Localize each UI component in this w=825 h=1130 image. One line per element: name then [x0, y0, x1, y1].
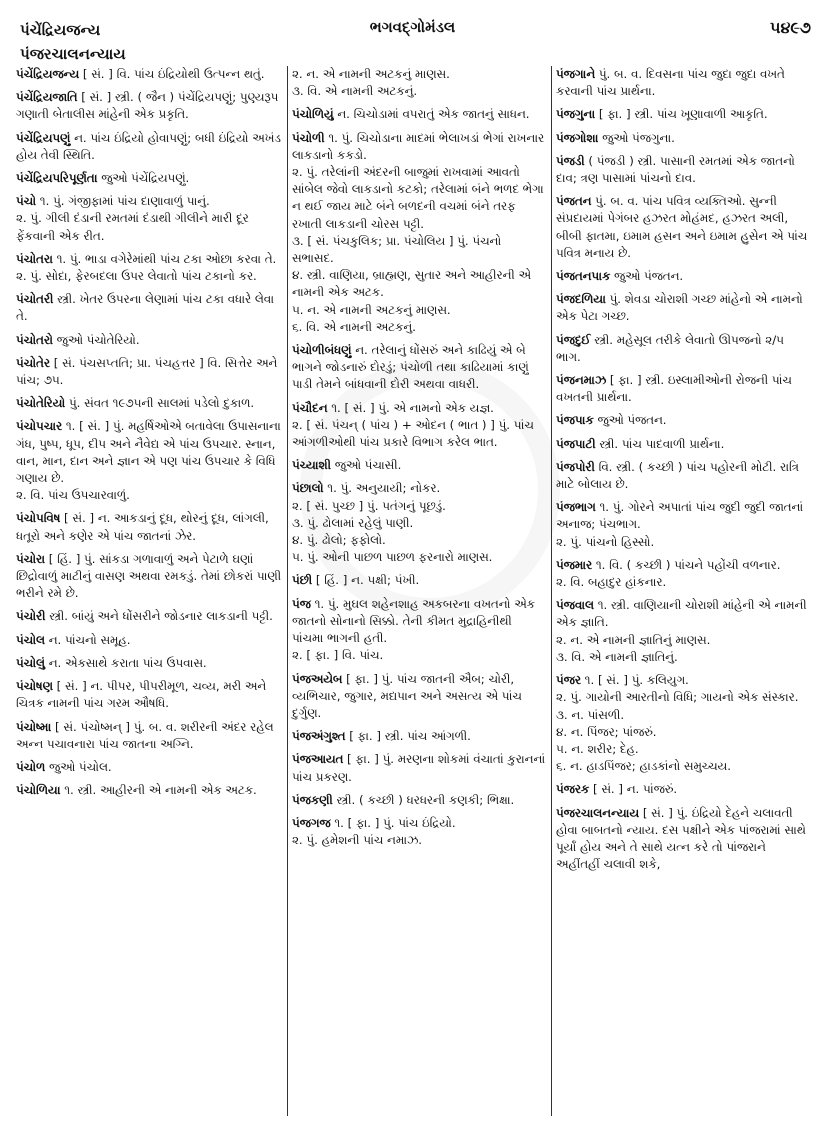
dictionary-entry [16, 510, 282, 544]
headword: પંચોલું [16, 655, 45, 670]
dictionary-entry [556, 106, 812, 123]
headword: પંજ [292, 596, 311, 611]
dictionary-entry [16, 89, 282, 123]
dictionary-entry [292, 751, 549, 785]
definition: [ સં. પંચોષ્મન્ ] પું. બ. વ. શરીરની અંદર રહેલ અન્ન પચાવનારા પાંચ જાતના અગ્નિ. [16, 719, 278, 751]
headword: પંચોળીબંધણું [292, 343, 352, 358]
dictionary-entry [292, 400, 546, 452]
definition: ૧. પું. મુઘલ શહેનશાહ અકબરના વખતનો એક જાતનો સોનાનો સિક્કો. તેની કીમત મુદ્રાહિનીથી પાંચમા ભાગની હતી. ૨. [ ફા. ] વિ. પાંચ. [292, 596, 536, 663]
dictionary-entry [16, 655, 282, 672]
headword: પંજભાગ [556, 500, 596, 515]
headword: પંચોલ [16, 632, 45, 647]
dictionary-entry [16, 782, 282, 799]
definition: પું. સંવત ૧૯૭૫ની સાલમાં પડેલો દુકાળ. [65, 396, 255, 411]
headword: પંચોપચાર [16, 419, 63, 434]
dictionary-entry [556, 412, 812, 429]
definition: ૧. પું. ગોરને અપાતાં પાંચ જુદી જુદી જાતનાં અનાજ; પંચભાગ. ૨. પું. પાંચનો હિસ્સો. [556, 500, 804, 549]
definition: [ સં. પંચસપ્તતિ; પ્રા. પંચહત્તર ] વિ. સિત્તેર અને પાંચ; ૭૫. [16, 355, 282, 388]
dictionary-entry [16, 395, 282, 412]
dictionary-entry [292, 66, 546, 100]
headword: પંજડી [556, 153, 585, 168]
headword: પંચોળી [292, 130, 325, 145]
dictionary-entry [556, 436, 812, 453]
dictionary-entry [556, 781, 812, 798]
dictionary-entry [556, 672, 812, 775]
dictionary-entry [292, 480, 546, 566]
dictionary-entry [292, 728, 546, 745]
dictionary-entry [556, 805, 812, 874]
definition: [ ફા. ] પું. મરણના શોકમાં વંચાતાં કુરાનનાં પાંચ પ્રકરણ. [292, 752, 549, 784]
headword: પંજગાને [556, 67, 596, 81]
column-2 [292, 66, 549, 1126]
definition: ન. તરેલાનું ધોંસરું અને કાઢિયું એ બે ભાગને જોડનારું દોરડું; પંચોળી તથા કાઢિયામાં કાણું પાડી તેમને બાંધવાની દોરી અથવા વાધરી. [292, 343, 533, 392]
dictionary-entry [16, 332, 282, 349]
page-number: ૫૪૯૭ [769, 18, 811, 37]
definition: [ ફા. ] સ્ત્રી. પાંચ આંગળી. [345, 729, 471, 744]
definition: ૧. સ્ત્રી. વાણિયાની ચોરાશી માંહેની એ નામની એક જ્ઞાતિ. ૨. ન. એ નામની જ્ઞાતિનું માણસ. ૩. વિ. એ નામની જ્ઞાતિનું. [556, 598, 807, 664]
headword: પંચોતેરિયો [16, 396, 66, 411]
dictionary-entry [292, 457, 546, 474]
headword: પંજગોશા [556, 130, 599, 145]
definition: વિ. સ્ત્રી. ( કચ્છી ) પાંચ પહોરની મોટી. રાત્રિ માટે બોલાય છે. [556, 459, 803, 492]
headword: પંજનમાઝ [556, 373, 607, 388]
definition: ૧. પું. ચિચોડાના માદમાં ભેલાખડાં ભેગાં રાખનાર લાકડાનો કકડો. ૨. પું. તરેલાંની અંદરની બાજુમાં રાખવામાં આવતો સાંબેલ જેવો લાકડાનો કટકો; તરેલામાં બંને ભળદ ભેગા ન થઈ જાય માટે બંને બળદની વચમાં બંને તરફ રખાતી લાકડાની ચોરસ પટ્ટી. ૩. [ સં. પંચકુલિક; પ્રા. પંચોલિય ] પું. પંચનો સભાસદ. ૪. સ્ત્રી. વાણિયા, બ્રાહ્મણ, સુતાર અને આહીરની એ નામની એક અટક. ૫. ન. એ નામની અટકનું માણસ. ૬. વિ. એ નામની અટકનું. [292, 130, 545, 334]
definition: [ સં. ] ન. પાંજરું. [589, 782, 678, 797]
headword: પંજકણી [292, 792, 333, 807]
headword: પંચેંદ્રિયજાતિ [16, 90, 78, 105]
definition: ન. એકસાથે કરાતા પાંચ ઉપવાસ. [44, 655, 207, 670]
definition: [ સં. ] સ્ત્રી. ( જૈન ) પંચેંદ્રિયપણું; પુણ્યરૂપ ગણાતી બેતાલીસ માંહેની એક પ્રકૃતિ. [16, 90, 283, 122]
headword: પંચેંદ્રિયજન્ય [16, 67, 80, 81]
dictionary-entry [16, 66, 282, 83]
dictionary-columns [16, 66, 816, 1126]
definition: ૧. પું. અનુયાયી; નોકર. ૨. [ સં. પુચ્છ ] પું. પતંગનું પૂછડું. ૩. પું. ઢોલામાં રહેલું પાણી. ૪. પું. ઢોલો; ફફોલો. ૫. પું. ઓની પાછળ પાછળ ફરનારો માણસ. [292, 481, 493, 565]
headword: પંછાલો [292, 481, 324, 496]
definition: જુઓ પંજતન. [610, 269, 684, 284]
definition: જુઓ પંચાસી. [331, 458, 402, 473]
definition: ન. ચિચોડામાં વપરાતું એક જાતનું સાધન. [333, 107, 530, 122]
definition: ૧. સ્ત્રી. આહીરની એ નામની એક અટક. [60, 783, 257, 798]
definition: સ્ત્રી. પાંચ પાદવાળી પ્રાર્થના. [595, 436, 725, 451]
dictionary-entry [292, 596, 546, 665]
dictionary-entry [292, 106, 546, 123]
dictionary-entry [16, 170, 282, 187]
headword: પંજતન [556, 194, 592, 209]
guide-word-last: પંજરચાલનન્યાય [20, 45, 126, 63]
headword: પંચોપવિષ [16, 511, 61, 526]
dictionary-entry [556, 332, 812, 366]
headword: પંજવાલ [556, 598, 594, 613]
headword: પંજદુઈ [556, 332, 591, 347]
definition: પું. બ. વ. દિવસના પાંચ જુદા જુદા વખતે કરવાની પાંચ પ્રાર્થના. [556, 67, 789, 99]
definition: સ્ત્રી. ખેતર ઉપરના લેણામાં પાંચ ટકા વધારે લેવા તે. [16, 292, 278, 324]
column-3 [556, 66, 812, 1126]
headword: પંજદળિયા [556, 292, 606, 307]
dictionary-entry [556, 193, 812, 262]
dictionary-entry [292, 792, 546, 809]
dictionary-entry [16, 551, 285, 603]
headword: પંચેંદ્રિયપણું [16, 130, 71, 145]
definition: ૧. [ સં. ] પું. એ નામનો એક યજ્ઞ. ૨. [ સં. પંચન્ ( પાંચ ) + ઓદન ( ભાત ) ] પું. પાંચ આંગળીઓથી પાંચ પ્રકારે વિભાગ કરેલ ભાત. [292, 400, 534, 450]
headword: પંજર [556, 673, 581, 688]
definition: ન. પાંચનો સમૂહ. [44, 632, 131, 647]
definition: [ હિં. ] પું. સાંકડા ગળાવાળું અને પેટાળે ઘણાં છિદ્રોવાળું માટીનું વાસણ અથવા રમકડું. તેમાં છોકરાં પાણી ભરીને રમે છે. [16, 551, 285, 601]
definition: ૧. વિ. ( કચ્છી ) પાંચને પહોંચી વળનાર. ૨. વિ. બહાદુર હાંકનાર. [556, 557, 781, 590]
dictionary-entry [16, 759, 282, 776]
running-title: ભગવદ્ગોમંડલ [369, 18, 456, 36]
dictionary-entry [556, 268, 812, 285]
dictionary-entry [16, 193, 282, 245]
dictionary-entry [16, 355, 282, 389]
headword: પંજગુના [556, 107, 596, 122]
headword: પંચોળિયું [292, 107, 334, 122]
definition: જુઓ પંજગુના. [598, 130, 675, 145]
headword: પંજતનપાક [556, 269, 611, 284]
definition: ૧. [ ફા. ] પું. પાંચ ઇંદ્રિયો. ૨. પું. હમેશની પાંચ નમાઝ. [292, 815, 456, 848]
dictionary-entry [16, 130, 285, 164]
definition: [ સં. ] પું. ઇંદ્રિયો દેહને ચલાવતી હોવા બાબતનો ન્યાય. દસ પક્ષીને એક પાંજરામાં સાથે પૂર્યાં હોય અને તે સાથે યત્ન કરે તો પાંજરાને અહીંતહીં ચલાવી શકે, [556, 805, 810, 872]
headword: પંજઅયેબ [292, 671, 343, 686]
definition: ૧. [ સં. ] પું. મહર્ષિઓએ બતાવેલા ઉપાસનાના ગંધ, પુષ્પ, ધૂપ, દીપ અને નૈવેદ્ય એ પાંચ ઉપચાર. સ્નાન, વાન, માન, દાન અને જ્ઞાન એ પણ પાંચ ઉપચાર કે વિધિ ગણાય છે. ૨. વિ. પાંચ ઉપચારવાળું. [16, 419, 281, 503]
headword: પંજમાર [556, 557, 593, 572]
headword: પંચો [16, 194, 37, 209]
definition: સ્ત્રી. ( કચ્છી ) ધરધરની કણકી; ભિક્ષા. [332, 792, 515, 807]
definition: [ સં. ] વિ. પાંચ ઇંદ્રિયોથી ઉત્પન્ન થતું. [79, 67, 265, 81]
definition: પું. શેવડા ચોરાશી ગચ્છ માંહેનો એ નામનો એક પેટા ગચ્છ. [556, 292, 807, 324]
headword: પંચ્યાશી [292, 458, 332, 473]
dictionary-entry [16, 719, 282, 753]
dictionary-entry [292, 342, 546, 394]
definition: જુઓ પંચેંદ્રિયપણું. [97, 171, 190, 186]
headword: પંજરચાલનન્યાય [556, 805, 640, 820]
dictionary-entry [556, 597, 812, 666]
dictionary-entry [556, 291, 812, 325]
dictionary-entry [292, 572, 546, 589]
definition: [ હિં. ] ન. પક્ષી; પંખી. [312, 573, 420, 588]
definition: [ ફા. ] પું. પાંચ જાતની ઐબ; ચોરી, વ્યભિચાર, જુગાર, મદ્યપાન અને અસત્ય એ પાંચ દુર્ગુણ. [292, 671, 526, 720]
headword: પંચોષણ [16, 679, 53, 694]
headword: પંચેંદ્રિયપરિપૂર્ણતા [16, 171, 98, 186]
dictionary-entry [16, 418, 282, 504]
dictionary-entry [556, 459, 812, 493]
definition: સ્ત્રી. બાંયું અને ધોંસરીને જોડનાર લાકડાની પટ્ટી. [45, 609, 273, 624]
headword: પંજઅંગુશ્ત [292, 729, 346, 744]
headword: પંચોતરા [16, 251, 53, 266]
headword: પંચોળિયા [16, 783, 61, 798]
dictionary-entry [16, 678, 282, 712]
page-header [0, 0, 825, 70]
dictionary-entry [292, 130, 546, 336]
dictionary-entry [16, 632, 282, 649]
definition: [ સં. ] ન. આકડાનું દૂધ, થોરનું દૂધ, લાંગલી, ધતૂરો અને કણેર એ પાંચ જાતનાં ઝેર. [16, 511, 273, 543]
dictionary-entry [556, 66, 812, 100]
definition: ૨. ન. એ નામની અટકનું માણસ. ૩. વિ. એ નામની અટકનું. [292, 67, 450, 99]
headword: પંજપોરી [556, 459, 595, 474]
headword: પંજગજ [292, 815, 331, 830]
definition: ૧. [ સં. ] પું. કલિયુગ. ૨. પું. ગાયોની આરતીનો વિધિ; ગાયનો એક સંસ્કાર. ૩. ન. પાંસળી. ૪. ન. પિંજર; પાંજરું. ૫. ન. શરીર; દેહ. ૬. ન. હાડપિંજર; હાડકાંનો સમુચ્ચય. [556, 673, 799, 774]
headword: પંચોષ્મા [16, 719, 52, 734]
definition: સ્ત્રી. મહેસૂલ તરીકે લેવાતો ઊપજનો ૨/૫ ભાગ. [556, 332, 788, 364]
dictionary-entry [556, 557, 812, 591]
definition: જુઓ પંજતન. [593, 413, 667, 428]
headword: પંછી [292, 573, 313, 588]
definition: ૧. પું. ભાડા વગેરેમાંથી પાંચ ટકા ઓછા કરવા તે. ૨. પું. સોદા, ફેરબદલા ઉપર લેવાતો પાંચ ટકાનો કર. [16, 251, 277, 284]
headword: પંજપાક [556, 413, 594, 428]
definition: ( પંજડી ) સ્ત્રી. પાસાની રમતમાં એક જાતનો દાવ; ત્રણ પાસામાં પાંચનો દાવ. [556, 153, 799, 186]
definition: [ ફા. ] સ્ત્રી. ઇસ્લામીઓની રોજની પાંચ વખતની પ્રાર્થના. [556, 373, 796, 405]
headword: પંચોતરો [16, 332, 53, 347]
definition: [ ફા. ] સ્ત્રી. પાંચ ખૂણાવાળી આકૃતિ. [595, 107, 768, 122]
headword: પંચોતરી [16, 292, 54, 307]
headword: પંજઆયત [292, 752, 344, 767]
dictionary-entry [556, 499, 812, 551]
column-1 [16, 66, 285, 1126]
definition: જુઓ પંચોતેરિયો. [52, 332, 140, 347]
headword: પંચૌદન [292, 400, 328, 415]
headword: પંચોળ [16, 759, 46, 774]
definition: ૧. પું. ગંજીફામાં પાંચ દાણાવાળું પાનું. ૨. પું. ગીલી દંડાની રમતમાં દંડાથી ગીલીને મારી દૂર ફેંકવાની એક રીત. [16, 194, 249, 243]
dictionary-entry [16, 608, 282, 625]
definition: [ સં. ] ન. પીપર, પીપરીમૂળ, ચવ્ય, મરી અને ચિત્રક નામની પાંચ ગરમ ઔષધિ. [16, 679, 270, 711]
dictionary-entry [16, 291, 282, 325]
definition: પું. બ. વ. પાંચ પવિત્ર વ્યક્તિઓ. સુન્ની સંપ્રદાયમાં પેગંબર હઝરત મોહંમદ, હઝરત અલી, બીબી ફાતમા, ઇમામ હસન અને ઇમામ હુસેન એ પાંચ પવિત્ર મનાય છે. [556, 194, 811, 260]
definition: ન. પાંચ ઇંદ્રિયો હોવાપણું; બધી ઇંદ્રિયો અખંડ હોય તેવી સ્થિતિ. [16, 130, 285, 162]
dictionary-entry [16, 251, 282, 285]
headword: પંચોરી [16, 609, 46, 624]
dictionary-entry [556, 372, 812, 406]
dictionary-entry [556, 153, 812, 187]
headword: પંજપાટી [556, 436, 596, 451]
headword: પંચોતેર [16, 355, 50, 370]
dictionary-entry [292, 671, 546, 723]
definition: જુઓ પંચોલ. [45, 759, 112, 774]
dictionary-entry [292, 815, 546, 849]
guide-word-first: પંચેંદ્રિયજન્ય [20, 21, 101, 39]
dictionary-entry [556, 130, 812, 147]
headword: પંચોરા [16, 551, 46, 566]
headword: પંજરક [556, 782, 590, 797]
